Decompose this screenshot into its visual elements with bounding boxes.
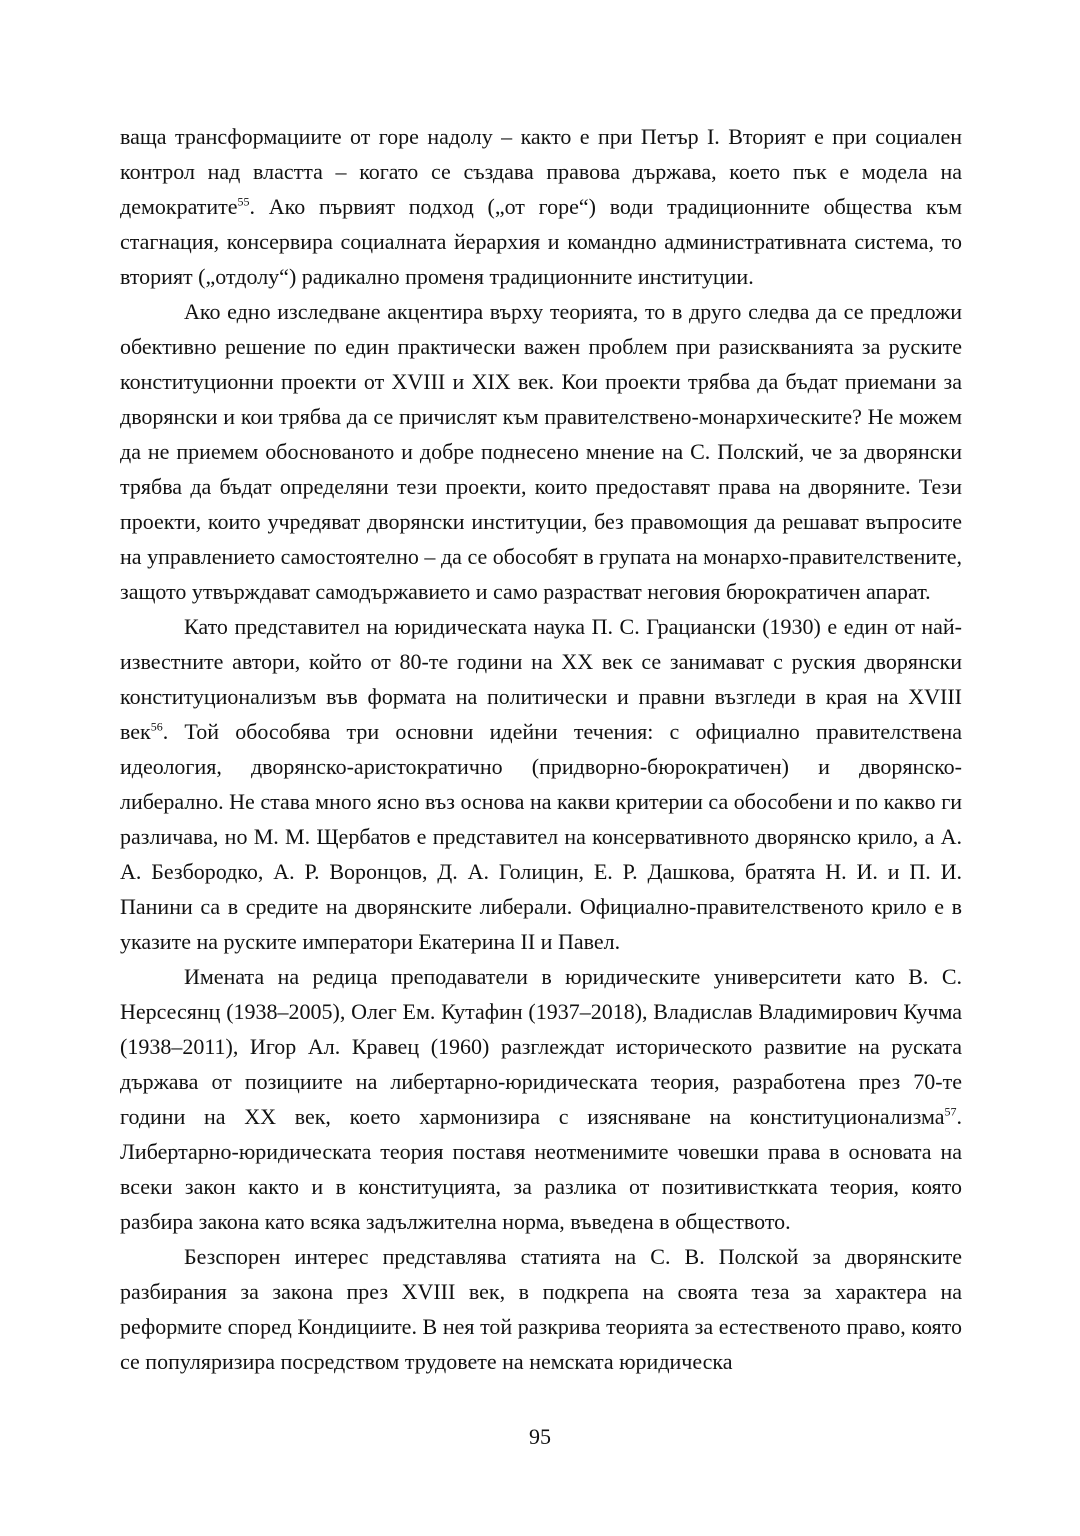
paragraph-text: Ако едно изследване акцентира върху теорията, то в друго следва да се предложи обективно решение по един практически важен проблем при разискванията за руските конституционни проекти от XVIII и XIX век. Кои проекти трябва да бъдат приемани за дворянски и кои трябва да се причислят към правителствено-монархическите? Не можем да не приемем обоснованото и добре поднесено мнение на С. Полский, че за дворянски трябва да бъдат определяни тези проекти, които предоставят права на дворяните. Тези проекти, които учредяват дворянски институции, без правомощия да решават въпросите на управлението самостоятелно – да се обособят в групата на монархо-правителствените, защото утвърждават самодържавието и само разрастват неговия бюрократичен апарат. bbox=[120, 299, 962, 604]
paragraph bbox=[120, 959, 962, 1239]
page-number: 95 bbox=[529, 1424, 551, 1449]
page-body bbox=[120, 119, 962, 1379]
paragraph bbox=[120, 609, 962, 959]
footnote-ref[interactable]: 55 bbox=[237, 194, 250, 209]
paragraph-text: Безспорен интерес представлява статията на С. В. Полской за дворянските разбирания за закона през XVIII век, в подкрепа на своята теза за характера на реформите според Кондициите. В нея той разкрива теорията за естественото право, която се популяризира посредством трудовете на немската юридическа bbox=[120, 1244, 962, 1374]
paragraph bbox=[120, 119, 962, 294]
paragraph bbox=[120, 1239, 962, 1379]
paragraph-text: . Той обособява три основни идейни течения: с официално правителствена идеология, дворянско-аристократично (придворно-бюрократичен) и дворянско-либерално. Не става много ясно въз основа на какви критерии са обособени и по какво ги различава, но М. М. Щербатов е представител на консервативното дворянско крило, а А. А. Безбородко, А. Р. Воронцов, Д. А. Голицин, Е. Р. Дашкова, братята Н. И. и П. И. Панини са в средите на дворянските либерали. Официално-правителственото крило е в указите на руските императори Екатерина II и Павел. bbox=[120, 719, 962, 954]
paragraph bbox=[120, 294, 962, 609]
paragraph-text: . Либертарно-юридическата теория поставя неотменимите човешки права в основата на всеки закон както и в конституцията, за разлика от позитивисткката теория, която разбира закона като всяка задължителна норма, въведена в обществото. bbox=[120, 1104, 962, 1234]
paragraph-text: Като представител на юридическата наука П. С. Грациански (1930) е един от най-известните автори, който от 80-те години на XX век се занимават с руския дворянски конституционализъм във формата на политически и правни възгледи в края на XVIII век bbox=[120, 614, 962, 744]
paragraph-text: Имената на редица преподаватели в юридическите университети като В. С. Нерсесянц (1938–2005), Олег Ем. Кутафин (1937–2018), Владислав Владимирович Кучма (1938–2011), Игор Ал. Кравец (1960) разглеждат историческото развитие на руската държава от позициите на либертарно-юридическата теория, разработена през 70-те години на XX век, което хармонизира с изясняване на конституционализма bbox=[120, 964, 962, 1129]
paragraph-text: ваща трансформациите от горе надолу – както е при Петър I. Вторият е при социален контрол над властта – когато се създава правова държава, което пък е модела на демократите bbox=[120, 124, 962, 219]
paragraph-text: . Ако първият подход („от горе“) води традиционните общества към стагнация, консервира социалната йерархия и командно административната система, то вторият („отдолу“) радикално променя традиционните институции. bbox=[120, 194, 962, 289]
footnote-ref[interactable]: 56 bbox=[150, 719, 163, 734]
footnote-ref[interactable]: 57 bbox=[944, 1104, 957, 1119]
